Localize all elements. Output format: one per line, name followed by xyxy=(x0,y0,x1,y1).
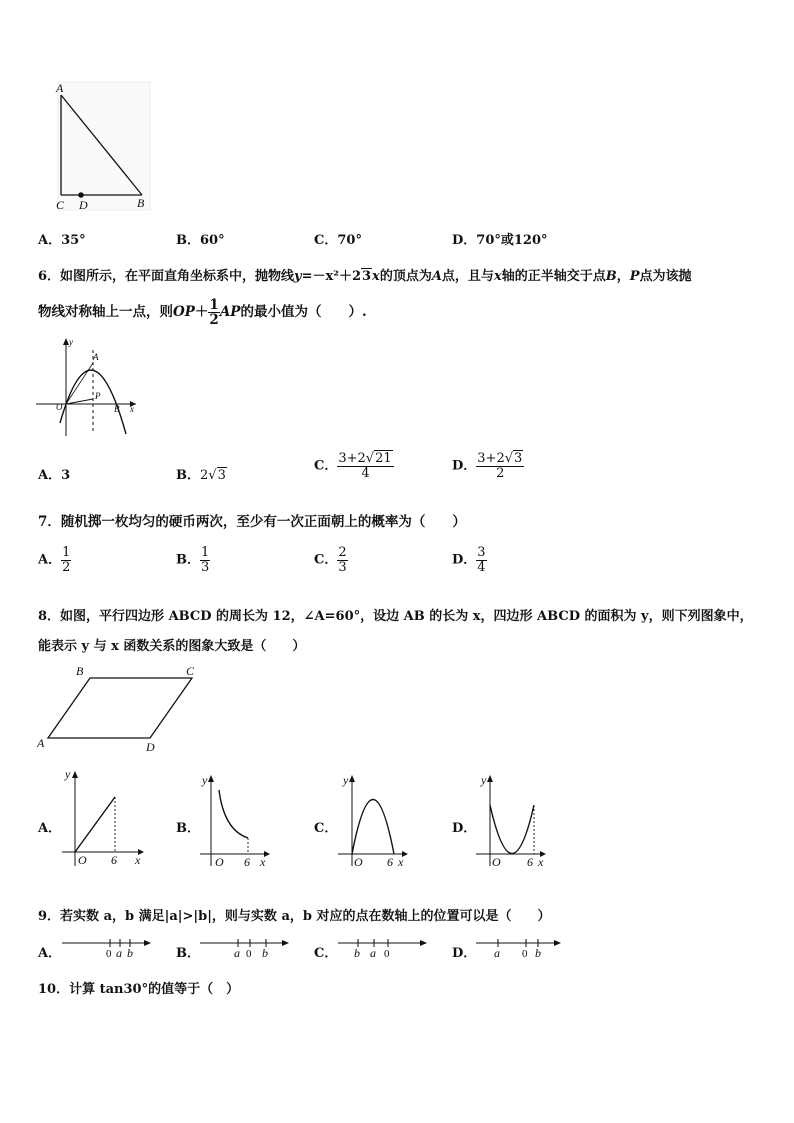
point-d-label: D xyxy=(79,198,88,212)
x-axis-label: x xyxy=(538,855,544,869)
origin-label: O xyxy=(354,855,363,869)
y-axis-label: y xyxy=(202,773,208,787)
y-axis-label: y xyxy=(481,773,487,787)
option-value: $\frac{2}{3}$ xyxy=(338,545,347,575)
option-letter: D． xyxy=(452,458,477,474)
q7-option-d[interactable] xyxy=(452,546,487,574)
vertex-d-label: D xyxy=(146,740,155,754)
label-0: 0 xyxy=(384,948,390,960)
option-letter: C． xyxy=(314,233,338,248)
option-text: 60° xyxy=(200,233,225,248)
option-text: 70° xyxy=(337,233,362,248)
label-b: b xyxy=(535,946,541,960)
label-a: a xyxy=(370,946,376,960)
option-letter: C． xyxy=(314,552,338,568)
option-letter: B． xyxy=(176,233,200,248)
y-axis-label: y xyxy=(65,767,71,781)
option-text: 35° xyxy=(61,233,86,248)
q6-option-a[interactable] xyxy=(38,464,70,483)
tick-6-label: 6 xyxy=(527,855,533,869)
point-p-label: P xyxy=(95,391,101,401)
option-text: 70°或120° xyxy=(476,233,548,248)
q6-stem-line2: 物线对称轴上一点，则OP＋ $\frac{1}{2}$ AP的最小值为（ ）. xyxy=(38,297,367,329)
point-d xyxy=(78,192,84,198)
q7-stem: 7．随机掷一枚均匀的硬币两次，至少有一次正面朝上的概率为（ ） xyxy=(38,514,466,530)
label-0: 0 xyxy=(246,948,252,960)
vertex-a-label: A xyxy=(37,736,45,750)
label-0: 0 xyxy=(522,948,528,960)
q9-option-c-letter[interactable]: C． xyxy=(314,946,338,961)
option-value: 2√3 xyxy=(200,468,226,483)
q9-option-d-letter[interactable]: D． xyxy=(452,946,477,961)
q9-number-line-b[interactable] xyxy=(196,936,292,962)
option-value: $\frac{1}{3}$ xyxy=(201,545,210,575)
q7-option-a[interactable] xyxy=(38,546,71,574)
option-letter: D． xyxy=(452,552,477,568)
q9-stem: 9．若实数 a，b 满足|a|>|b|，则与实数 a，b 对应的点在数轴上的位置可以是（ ） xyxy=(38,909,551,924)
option-value: $\frac{3}{4}$ xyxy=(477,545,486,575)
q5-option-c[interactable] xyxy=(314,229,362,248)
q5-option-d[interactable] xyxy=(452,229,548,248)
q7-option-c[interactable] xyxy=(314,546,348,574)
origin-label: O xyxy=(215,855,224,869)
tick-6-label: 6 xyxy=(111,853,117,867)
q9-option-b-letter[interactable]: B． xyxy=(176,946,200,961)
q7-option-b[interactable] xyxy=(176,546,210,574)
q8-graph-d[interactable] xyxy=(472,770,552,870)
label-a: a xyxy=(234,946,240,960)
triangle-figure xyxy=(50,78,154,214)
vertex-b-label: B xyxy=(76,664,84,678)
option-letter: A． xyxy=(38,468,62,483)
q6-stem-line1: 6．如图所示，在平面直角坐标系中，抛物线y=－x²＋23x的顶点为A点，且与x轴的正半轴交于点B，P点为该抛 xyxy=(38,269,692,284)
option-value: $\frac{3+2√21}{4}$ xyxy=(338,451,392,481)
q6-option-b[interactable] xyxy=(176,464,227,483)
parabola-figure xyxy=(36,336,144,438)
x-axis-label: x xyxy=(130,404,134,414)
label-b: b xyxy=(262,946,268,960)
parallelogram-figure xyxy=(34,662,204,754)
q5-option-b[interactable] xyxy=(176,229,225,248)
q8-graph-c[interactable] xyxy=(334,770,414,870)
label-0: 0 xyxy=(106,948,112,960)
tick-6-label: 6 xyxy=(244,855,250,869)
vertex-c-label: C xyxy=(56,198,65,212)
label-b: b xyxy=(354,946,360,960)
vertex-b-label: B xyxy=(137,196,145,210)
q9-number-line-c[interactable] xyxy=(334,936,430,962)
option-letter: C． xyxy=(314,458,338,474)
q6-option-c[interactable] xyxy=(314,452,394,480)
x-axis-label: x xyxy=(135,853,141,867)
option-value: $\frac{1}{2}$ xyxy=(62,545,71,575)
q9-number-line-a[interactable] xyxy=(58,936,154,962)
x-axis-label: x xyxy=(260,855,266,869)
origin-label: O xyxy=(492,855,501,869)
q8-option-b-letter[interactable]: B． xyxy=(176,821,200,836)
option-value: 3 xyxy=(61,468,71,483)
q9-number-line-d[interactable] xyxy=(472,936,568,962)
q10-stem: 10．计算 tan30°的值等于（ ） xyxy=(38,982,240,997)
q8-graph-a[interactable] xyxy=(58,762,148,870)
q9-option-a-letter[interactable]: A． xyxy=(38,946,62,961)
vertex-a-label: A xyxy=(56,81,64,95)
q8-stem-line2: 能表示 y 与 x 函数关系的图象大致是（ ） xyxy=(38,639,306,654)
origin-label: O xyxy=(78,853,87,867)
origin-label: O xyxy=(56,402,63,412)
label-a: a xyxy=(116,946,122,960)
vertex-a-label: A xyxy=(93,352,99,362)
y-axis-label: y xyxy=(343,773,349,787)
q8-graph-b[interactable] xyxy=(196,770,276,870)
tick-6-label: 6 xyxy=(387,855,393,869)
q8-option-a-letter[interactable]: A． xyxy=(38,821,62,836)
option-letter: D． xyxy=(452,233,477,248)
label-b: b xyxy=(127,946,133,960)
point-b-label: B xyxy=(114,404,120,414)
option-value: $\frac{3+2√3}{2}$ xyxy=(477,451,523,481)
q6-option-d[interactable] xyxy=(452,452,524,480)
q8-option-d-letter[interactable]: D． xyxy=(452,821,477,836)
option-letter: B． xyxy=(176,552,200,568)
q5-option-a[interactable] xyxy=(38,229,86,248)
option-letter: B． xyxy=(176,468,200,483)
option-letter: A． xyxy=(38,233,62,248)
x-axis-label: x xyxy=(398,855,404,869)
label-a: a xyxy=(494,946,500,960)
q8-option-c-letter[interactable]: C． xyxy=(314,821,338,836)
y-axis-label: y xyxy=(69,337,73,347)
option-letter: A． xyxy=(38,552,62,568)
q8-stem-line1: 8．如图，平行四边形 ABCD 的周长为 12，∠A=60°，设边 AB 的长为 x，四边形 ABCD 的面积为 y，则下列图象中， xyxy=(38,609,753,624)
vertex-c-label: C xyxy=(186,664,195,678)
